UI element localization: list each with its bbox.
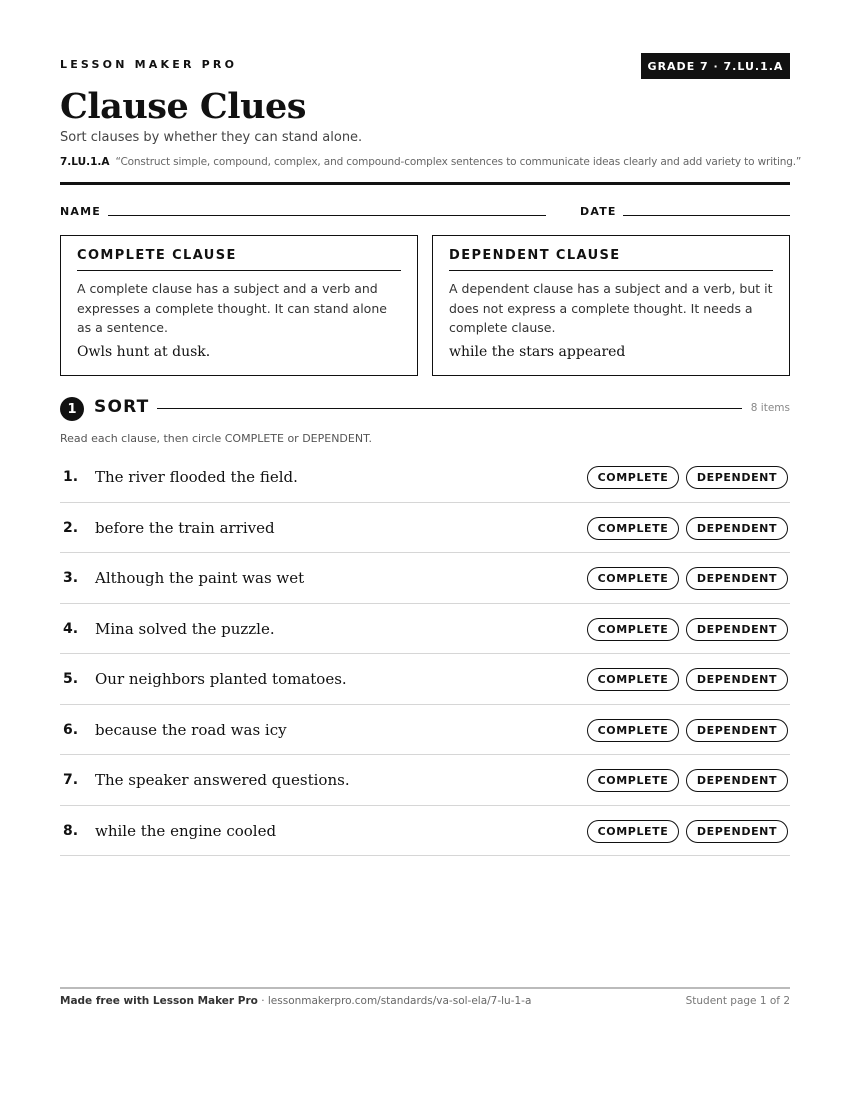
standard-line bbox=[60, 156, 801, 168]
dependent-choice[interactable]: DEPENDENT bbox=[686, 769, 788, 792]
footer-url[interactable]: · lessonmakerpro.com/standards/va-sol-ela/7-lu-1-a bbox=[257, 995, 532, 1007]
item-clause: The river flooded the field. bbox=[95, 468, 298, 486]
page-subtitle: Sort clauses by whether they can stand alone. bbox=[60, 130, 363, 145]
complete-choice[interactable]: COMPLETE bbox=[587, 719, 679, 742]
footer-made-with: Made free with Lesson Maker Pro bbox=[60, 995, 258, 1007]
card-example: Owls hunt at dusk. bbox=[77, 343, 211, 360]
date-field[interactable] bbox=[623, 215, 790, 216]
dependent-choice[interactable]: DEPENDENT bbox=[686, 820, 788, 843]
complete-choice[interactable]: COMPLETE bbox=[587, 820, 679, 843]
complete-choice[interactable]: COMPLETE bbox=[587, 668, 679, 691]
standard-text: “Construct simple, compound, complex, and compound-complex sentences to communicate ideas clearly and add variety to writing.” bbox=[115, 156, 802, 168]
item-number: 3. bbox=[63, 570, 79, 586]
footer-credit bbox=[60, 995, 531, 1007]
card-example: while the stars appeared bbox=[449, 343, 626, 360]
dependent-choice[interactable]: DEPENDENT bbox=[686, 668, 788, 691]
list-item bbox=[60, 503, 790, 554]
list-item bbox=[60, 452, 790, 503]
name-label: NAME bbox=[60, 205, 101, 218]
dependent-choice[interactable]: DEPENDENT bbox=[686, 466, 788, 489]
complete-choice[interactable]: COMPLETE bbox=[587, 769, 679, 792]
worksheet-page bbox=[60, 0, 802, 1100]
card-description: A dependent clause has a subject and a verb, but it does not express a complete thought. It needs a complete clause. bbox=[449, 281, 773, 335]
dependent-clause-card bbox=[432, 235, 790, 376]
page-title: Clause Clues bbox=[60, 86, 307, 127]
card-description: A complete clause has a subject and a verb and expresses a complete thought. It can stand alone as a sentence. bbox=[77, 281, 387, 335]
item-number: 6. bbox=[63, 721, 79, 738]
section-title: SORT bbox=[94, 397, 150, 417]
standard-code: 7.LU.1.A bbox=[60, 156, 110, 168]
list-item bbox=[60, 705, 790, 756]
dependent-choice[interactable]: DEPENDENT bbox=[686, 618, 788, 641]
section-divider bbox=[157, 408, 742, 409]
footer-divider bbox=[60, 987, 790, 989]
item-count: 8 items bbox=[750, 402, 790, 414]
item-clause: Our neighbors planted tomatoes. bbox=[95, 670, 347, 688]
list-item bbox=[60, 654, 790, 705]
dependent-choice[interactable]: DEPENDENT bbox=[686, 567, 788, 590]
dependent-choice[interactable]: DEPENDENT bbox=[686, 719, 788, 742]
name-field[interactable] bbox=[108, 215, 546, 216]
list-item bbox=[60, 755, 790, 806]
complete-choice[interactable]: COMPLETE bbox=[587, 618, 679, 641]
item-number: 2. bbox=[63, 519, 79, 536]
complete-choice[interactable]: COMPLETE bbox=[587, 517, 679, 540]
list-item bbox=[60, 604, 790, 655]
item-number: 5. bbox=[63, 671, 79, 687]
complete-choice[interactable]: COMPLETE bbox=[587, 567, 679, 590]
item-list bbox=[60, 452, 790, 856]
item-clause: while the engine cooled bbox=[95, 821, 277, 840]
item-number: 8. bbox=[63, 822, 79, 839]
dependent-choice[interactable]: DEPENDENT bbox=[686, 517, 788, 540]
grade-badge: GRADE 7 · 7.LU.1.A bbox=[641, 53, 790, 79]
item-number: 7. bbox=[63, 772, 79, 788]
item-number: 4. bbox=[63, 620, 79, 637]
card-title: COMPLETE CLAUSE bbox=[77, 248, 401, 271]
complete-clause-card bbox=[60, 235, 418, 376]
brand-name: LESSON MAKER PRO bbox=[60, 58, 238, 71]
item-clause: The speaker answered questions. bbox=[95, 771, 350, 789]
header-divider bbox=[60, 182, 790, 185]
item-clause: Mina solved the puzzle. bbox=[95, 619, 275, 638]
date-label: DATE bbox=[580, 205, 617, 218]
complete-choice[interactable]: COMPLETE bbox=[587, 466, 679, 489]
instructions: Read each clause, then circle COMPLETE or DEPENDENT. bbox=[60, 432, 372, 445]
item-clause: Although the paint was wet bbox=[95, 569, 305, 587]
page-number: Student page 1 of 2 bbox=[685, 995, 790, 1007]
item-clause: because the road was icy bbox=[95, 720, 287, 739]
list-item bbox=[60, 553, 790, 604]
section-number-badge: 1 bbox=[60, 397, 84, 421]
list-item bbox=[60, 806, 790, 857]
item-number: 1. bbox=[63, 469, 79, 485]
card-title: DEPENDENT CLAUSE bbox=[449, 248, 773, 271]
item-clause: before the train arrived bbox=[95, 518, 275, 537]
